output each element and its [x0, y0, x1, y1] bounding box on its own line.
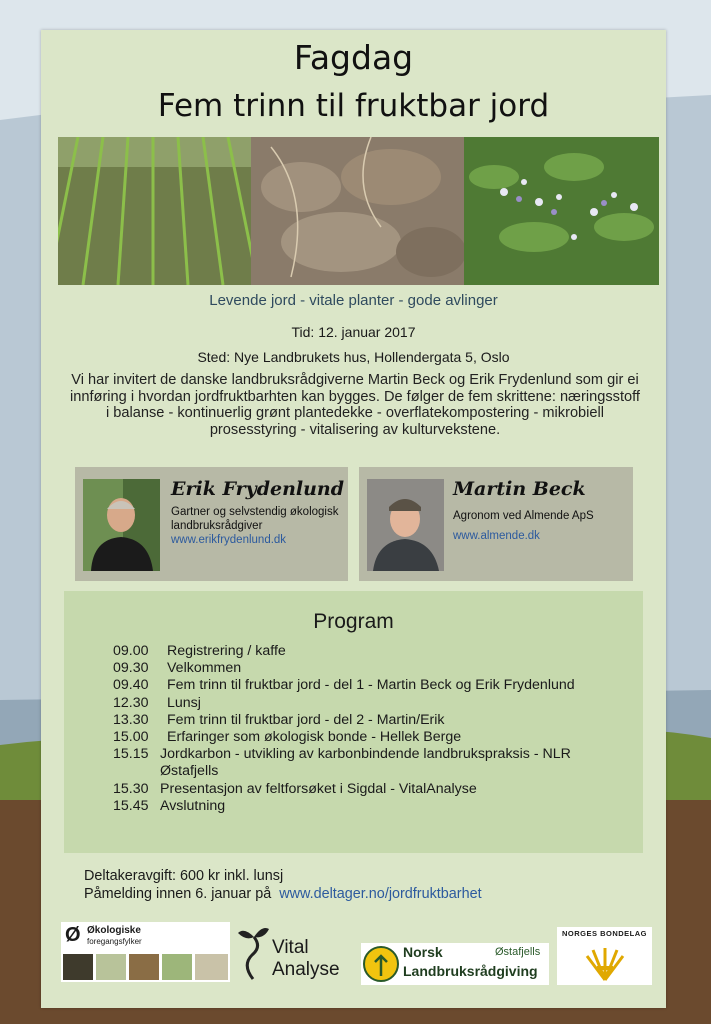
- logo-text: Norsk: [403, 944, 443, 960]
- program-item: [113, 660, 623, 677]
- program-time: 15.30: [113, 780, 149, 797]
- speaker-description: Gartner og selvstendig økologisk landbruksrådgiver: [171, 506, 339, 532]
- program-text: Velkommen: [167, 660, 242, 677]
- nlr-emblem-icon: [363, 946, 399, 982]
- participation-fee: Deltakeravgift: 600 kr inkl. lunsj: [84, 868, 284, 884]
- program-item: [113, 643, 623, 660]
- program-text: Avslutning: [160, 797, 226, 814]
- logo-text: Økologiske: [87, 925, 141, 936]
- registration-link[interactable]: www.deltager.no/jordfruktbarhet: [279, 886, 482, 902]
- field-rows-photo: [58, 137, 251, 285]
- okologiske-foregangsfylker-logo: Ø Økologiske foregangsfylker: [61, 922, 230, 982]
- program-box: [64, 591, 643, 853]
- intro-paragraph: Vi har invitert de danske landbruksrådgiverne Martin Beck og Erik Frydenlund som gir ei innføring i hvordan jordfruktbarhten kan bygges. De følger de fem skrittene: næringsstoff i balanse - kontinuerlig grønt plantedekke - overflatekompostering - mikrobiell prosesstyring - vitalisering av kulturvekstene.: [70, 372, 640, 438]
- logo-text: Analyse: [272, 959, 340, 980]
- program-time: 09.30: [113, 660, 149, 677]
- program-time: 15.15: [113, 746, 149, 763]
- event-type-title: Fagdag: [293, 38, 414, 77]
- soil-clods-photo: [251, 137, 464, 285]
- program-text: Fem trinn til fruktbar jord - del 1 - Martin Beck og Erik Frydenlund: [167, 677, 575, 694]
- sprout-icon: [236, 925, 270, 981]
- registration-label: Påmelding innen 6. januar på: [84, 886, 272, 902]
- program-title: Program: [313, 610, 394, 633]
- program-time: 15.00: [113, 729, 149, 746]
- program-time: 09.40: [113, 677, 149, 694]
- event-venue: Sted: Nye Landbrukets hus, Hollendergata 5, Oslo: [197, 349, 510, 365]
- registration-line: [84, 886, 482, 902]
- speaker-name: Martin Beck: [453, 478, 586, 500]
- wheat-sheaf-icon: [585, 942, 625, 982]
- speaker-photo-erik: [83, 479, 160, 571]
- event-title: Fem trinn til fruktbar jord: [157, 88, 550, 124]
- vital-analyse-logo: [236, 925, 354, 985]
- program-text: Presentasjon av feltforsøket i Sigdal - VitalAnalyse: [160, 780, 477, 797]
- event-date: Tid: 12. januar 2017: [291, 324, 416, 340]
- program-text: Erfaringer som økologisk bonde - Hellek Berge: [167, 729, 462, 746]
- speaker-name: Erik Frydenlund: [171, 478, 345, 500]
- program-text: Fem trinn til fruktbar jord - del 2 - Martin/Erik: [167, 711, 445, 728]
- norges-bondelag-logo: [557, 927, 652, 985]
- logo-text: foregangsfylker: [87, 937, 142, 946]
- speaker-website-link[interactable]: www.erikfrydenlund.dk: [171, 534, 287, 546]
- speaker-card-martin: [359, 467, 633, 581]
- tagline: Levende jord - vitale planter - gode avlinger: [209, 292, 498, 309]
- speaker-photo-martin: [367, 479, 444, 571]
- program-list: [113, 643, 623, 815]
- program-item: [113, 746, 623, 780]
- speaker-website-link[interactable]: www.almende.dk: [453, 530, 540, 542]
- speaker-card-erik: [75, 467, 348, 581]
- program-item: [113, 781, 623, 798]
- speaker-description: Agronom ved Almende ApS: [453, 510, 594, 522]
- program-time: 15.45: [113, 797, 149, 814]
- logo-text: Østafjells: [495, 946, 541, 958]
- logo-text: NORGES BONDELAG: [561, 929, 647, 938]
- program-item: [113, 798, 623, 815]
- logo-text: Vital: [272, 937, 309, 958]
- program-item: [113, 729, 623, 746]
- program-item: [113, 677, 623, 694]
- program-text: Lunsj: [167, 694, 201, 711]
- logo-photo-strip: [61, 952, 230, 982]
- program-time: 12.30: [113, 694, 149, 711]
- program-time: 09.00: [113, 643, 149, 659]
- program-text: Registrering / kaffe: [167, 643, 286, 659]
- logo-text: Landbruksrådgiving: [403, 963, 538, 979]
- program-time: 13.30: [113, 711, 149, 728]
- program-text: Jordkarbon - utvikling av karbonbindende landbrukspraksis - NLR Østafjells: [160, 746, 571, 780]
- program-item: [113, 712, 623, 729]
- norsk-landbruksradgiving-logo: [361, 943, 549, 985]
- program-item: [113, 695, 623, 712]
- flowering-cover-crop-photo: [464, 137, 659, 285]
